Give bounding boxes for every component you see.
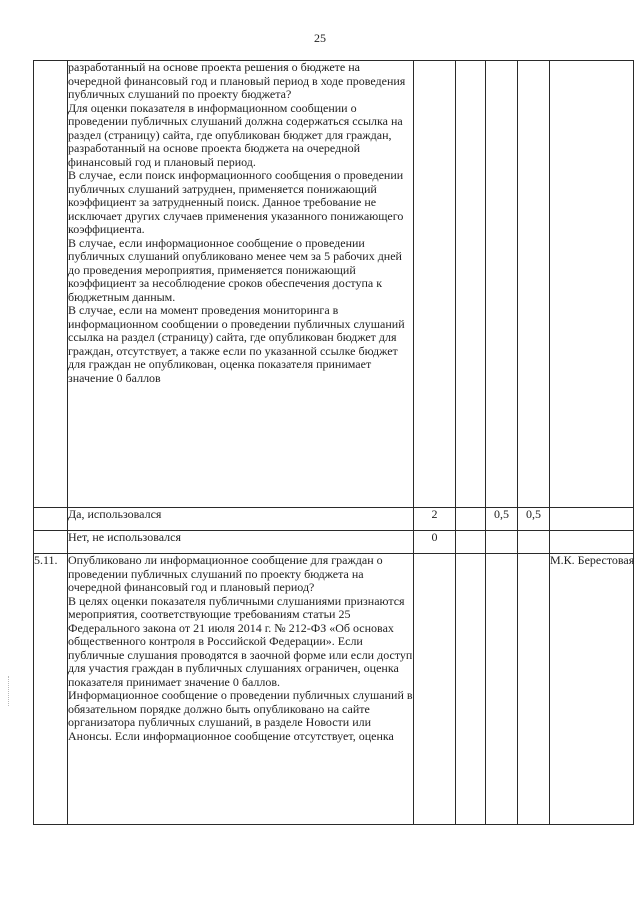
criterion-text xyxy=(68,61,414,508)
answer-option xyxy=(68,531,414,554)
value-cell xyxy=(456,508,486,531)
answer-option xyxy=(68,508,414,531)
score-cell xyxy=(414,554,456,825)
criterion-paragraph: Для оценки показателя в информационном сообщении о проведении публичных слушаний должна содержаться ссылка на раздел (страницу) сайта, где опубликован бюджет для граждан, разработанный на основе проекта бюджета на очередной финансовый год и плановый период. xyxy=(68,100,403,169)
score-cell xyxy=(414,61,456,508)
answer-label: Да, использовался xyxy=(68,507,162,521)
table-row xyxy=(34,554,634,825)
value-cell xyxy=(486,554,518,825)
criterion-paragraph: разработанный на основе проекта решения о бюджете на очередной финансовый год и плановый период в ходе проведения публичных слушаний по проекту бюджета? xyxy=(68,60,406,101)
value-cell: 0,5 xyxy=(486,508,518,531)
score-cell: 0 xyxy=(414,531,456,554)
criterion-paragraph: Информационное сообщение о проведении публичных слушаний в обязательном порядке должно быть опубликовано на сайте организатора публичных слушаний, в разделе Новости или Анонсы. Если информационное сообщение отсутствует, оценка xyxy=(68,688,413,743)
criterion-paragraph: Опубликовано ли информационное сообщение для граждан о проведении публичных слушаний по проекту бюджета на очередной финансовый год и плановый период? xyxy=(68,553,383,594)
criterion-number xyxy=(34,531,68,554)
table-row xyxy=(34,61,634,508)
criterion-paragraph: В случае, если поиск информационного сообщения о проведении публичных слушаний затруднен, применяется понижающий коэффициент за затрудненный поиск. Данное требование не исключает других случаев применения указанного понижающего коэффициента. xyxy=(68,168,404,236)
value-cell xyxy=(456,554,486,825)
criterion-paragraph: В случае, если на момент проведения мониторинга в информационном сообщении о проведении публичных слушаний ссылка на раздел (страницу) сайта, где опубликован бюджет для граждан, отсутствует, а также если по указанной ссылке бюджет для граждан не опубликован, оценка показателя принимает значение 0 баллов xyxy=(68,303,405,385)
criteria-table xyxy=(33,60,634,825)
value-cell xyxy=(518,531,550,554)
criterion-text xyxy=(68,554,414,825)
page-number: 25 xyxy=(314,31,326,45)
value-cell xyxy=(518,61,550,508)
table-row xyxy=(34,531,634,554)
responsible-cell xyxy=(550,61,634,508)
answer-label: Нет, не использовался xyxy=(68,530,181,544)
criterion-paragraph: В целях оценки показателя публичными слушаниями признаются мероприятия, соответствующие требованиям статьи 25 Федерального закона от 21 июля 2014 г. № 212-ФЗ «Об основах общественного контроля в Российской Федерации». Если публичные слушания проводятся в заочной форме или если доступ для участия граждан в публичных слушаниях ограничен, оценка показателя принимает значение 0 баллов. xyxy=(68,593,413,689)
responsible-cell: М.К. Берестовая xyxy=(550,554,634,825)
value-cell xyxy=(486,531,518,554)
value-cell xyxy=(456,531,486,554)
value-cell xyxy=(518,554,550,825)
value-cell: 0,5 xyxy=(518,508,550,531)
criterion-number: 5.11. xyxy=(34,554,68,825)
table-row xyxy=(34,508,634,531)
responsible-cell xyxy=(550,531,634,554)
score-cell: 2 xyxy=(414,508,456,531)
scan-edge-marks xyxy=(8,676,10,706)
criterion-number xyxy=(34,61,68,508)
criterion-paragraph: В случае, если информационное сообщение о проведении публичных слушаний опубликовано менее чем за 5 рабочих дней до проведения мероприятия, применяется понижающий коэффициент за несоблюдение сроков обеспечения доступа к бюджетным данным. xyxy=(68,235,402,304)
value-cell xyxy=(456,61,486,508)
criterion-number xyxy=(34,508,68,531)
responsible-cell xyxy=(550,508,634,531)
value-cell xyxy=(486,61,518,508)
